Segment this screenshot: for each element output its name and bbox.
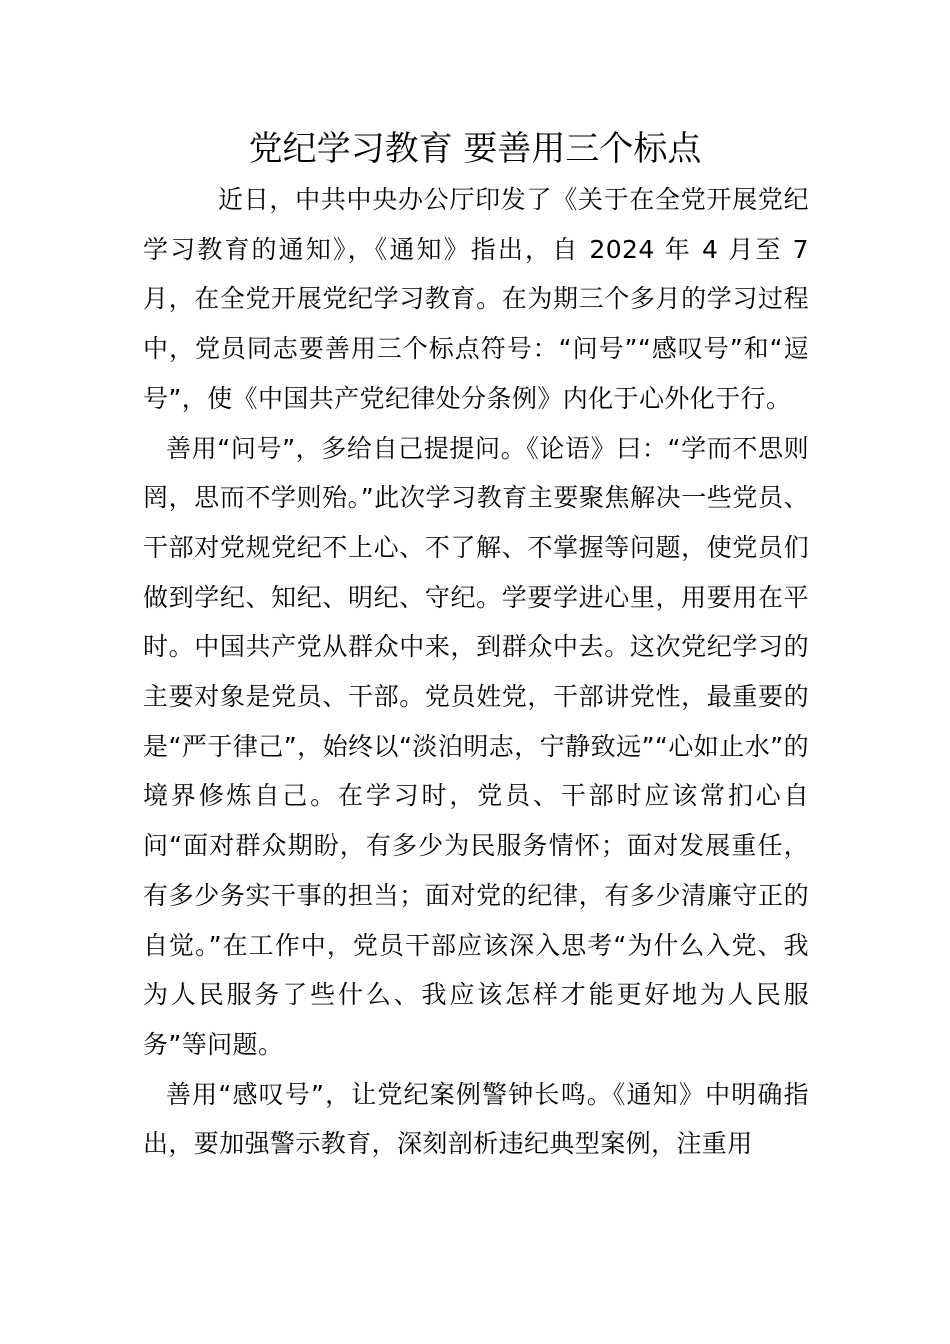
- document-body: [143, 175, 809, 1169]
- document-title: 党纪学习教育 要善用三个标点: [248, 129, 702, 169]
- paragraph-intro: 近日，中共中央办公厅印发了《关于在全党开展党纪学习教育的通知》，《通知》指出，自 2024 年 4 月至 7 月，在全党开展党纪学习教育。在为期三个多月的学习过程中，党员同志要善用三个标点符号：“问号”“感叹号”和“逗号”，使《中国共产党纪律处分条例》内化于心外化于行。: [143, 185, 809, 413]
- paragraph-exclamation-mark: 善用“感叹号”，让党纪案例警钟长鸣。《通知》中明确指出，要加强警示教育，深刻剖析违纪典型案例，注重用: [143, 1079, 809, 1159]
- paragraph-question-mark: 善用“问号”，多给自己提提问。《论语》曰：“学而不思则罔，思而不学则殆。”此次学习教育主要聚焦解决一些党员、干部对党规党纪不上心、不了解、不掌握等问题，使党员们做到学纪、知纪、明纪、守纪。学要学进心里，用要用在平时。中国共产党从群众中来，到群众中去。这次党纪学习的主要对象是党员、干部。党员姓党，干部讲党性，最重要的是“严于律己”，始终以“淡泊明志，宁静致远”“心如止水”的境界修炼自己。在学习时，党员、干部时应该常扪心自问“面对群众期盼，有多少为民服务情怀；面对发展重任，有多少务实干事的担当；面对党的纪律，有多少清廉守正的自觉。”在工作中，党员干部应该深入思考“为什么入党、我为人民服务了些什么、我应该怎样才能更好地为人民服务”等问题。: [143, 433, 809, 1059]
